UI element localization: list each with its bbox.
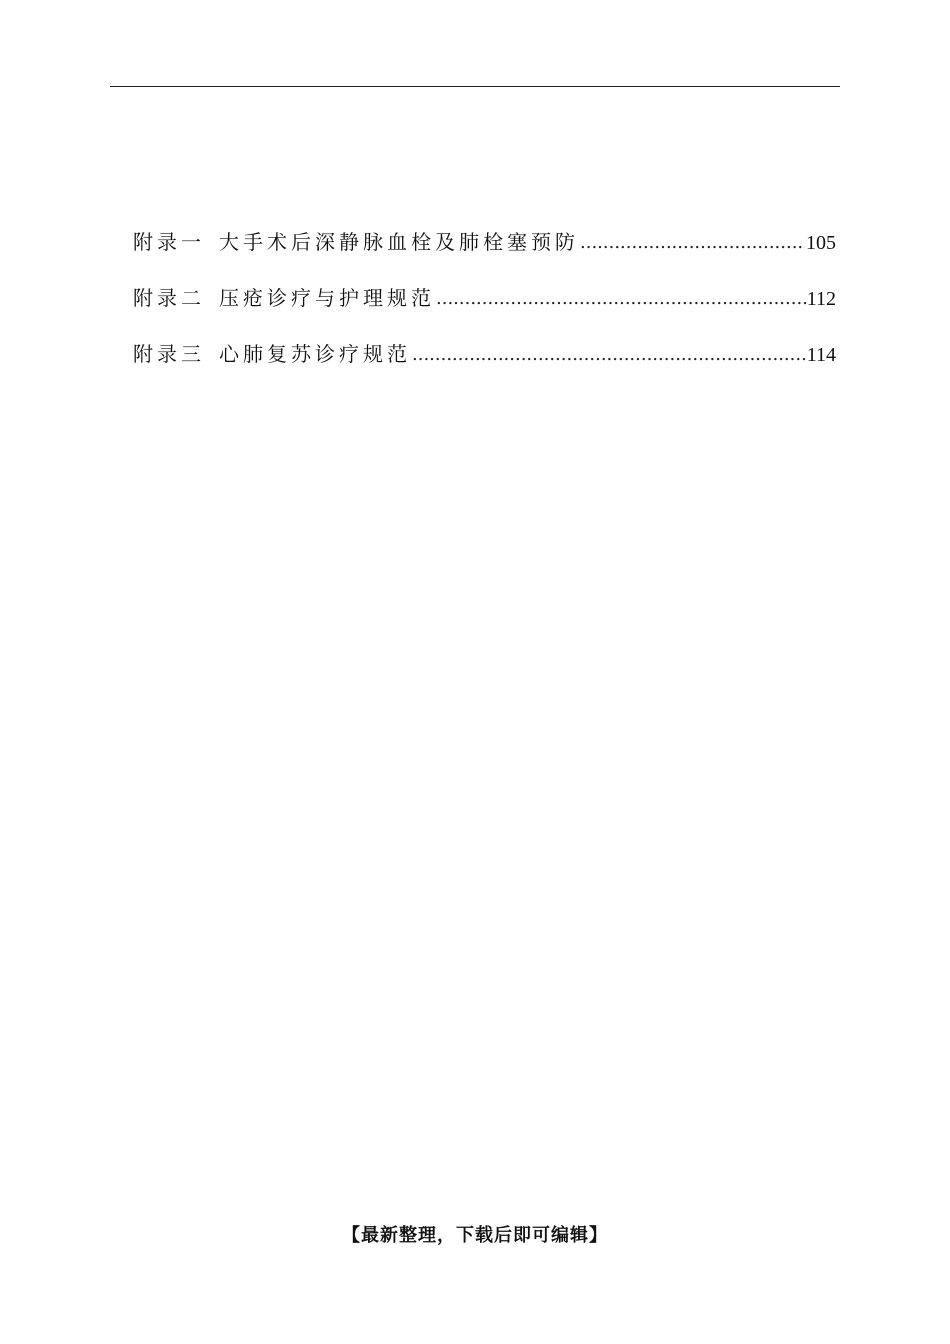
toc-entry-title: 压疮诊疗与护理规范: [219, 286, 435, 310]
page-footer-note: 【最新整理，下载后即可编辑】: [342, 1225, 608, 1246]
toc-entry-appendix-1[interactable]: [133, 228, 836, 257]
toc-entry-appendix-2[interactable]: [133, 284, 836, 313]
toc-entry-title: 心肺复苏诊疗规范: [219, 342, 411, 366]
toc-entry-page-number: 112: [806, 288, 836, 310]
toc-entry-label: 附录二: [133, 286, 205, 310]
toc-entry-page-number: 105: [806, 232, 836, 254]
toc-dot-leader: [580, 228, 805, 257]
toc-entry-page-number: 114: [806, 344, 836, 366]
toc-dot-leader: [436, 284, 806, 313]
toc-dot-leader: [412, 340, 806, 369]
header-divider: [110, 86, 840, 87]
toc-entry-label: 附录三: [133, 342, 205, 366]
toc-entry-title: 大手术后深静脉血栓及肺栓塞预防: [219, 230, 579, 254]
toc-entry-label: 附录一: [133, 230, 205, 254]
table-of-contents: [133, 228, 836, 396]
toc-entry-appendix-3[interactable]: [133, 340, 836, 369]
